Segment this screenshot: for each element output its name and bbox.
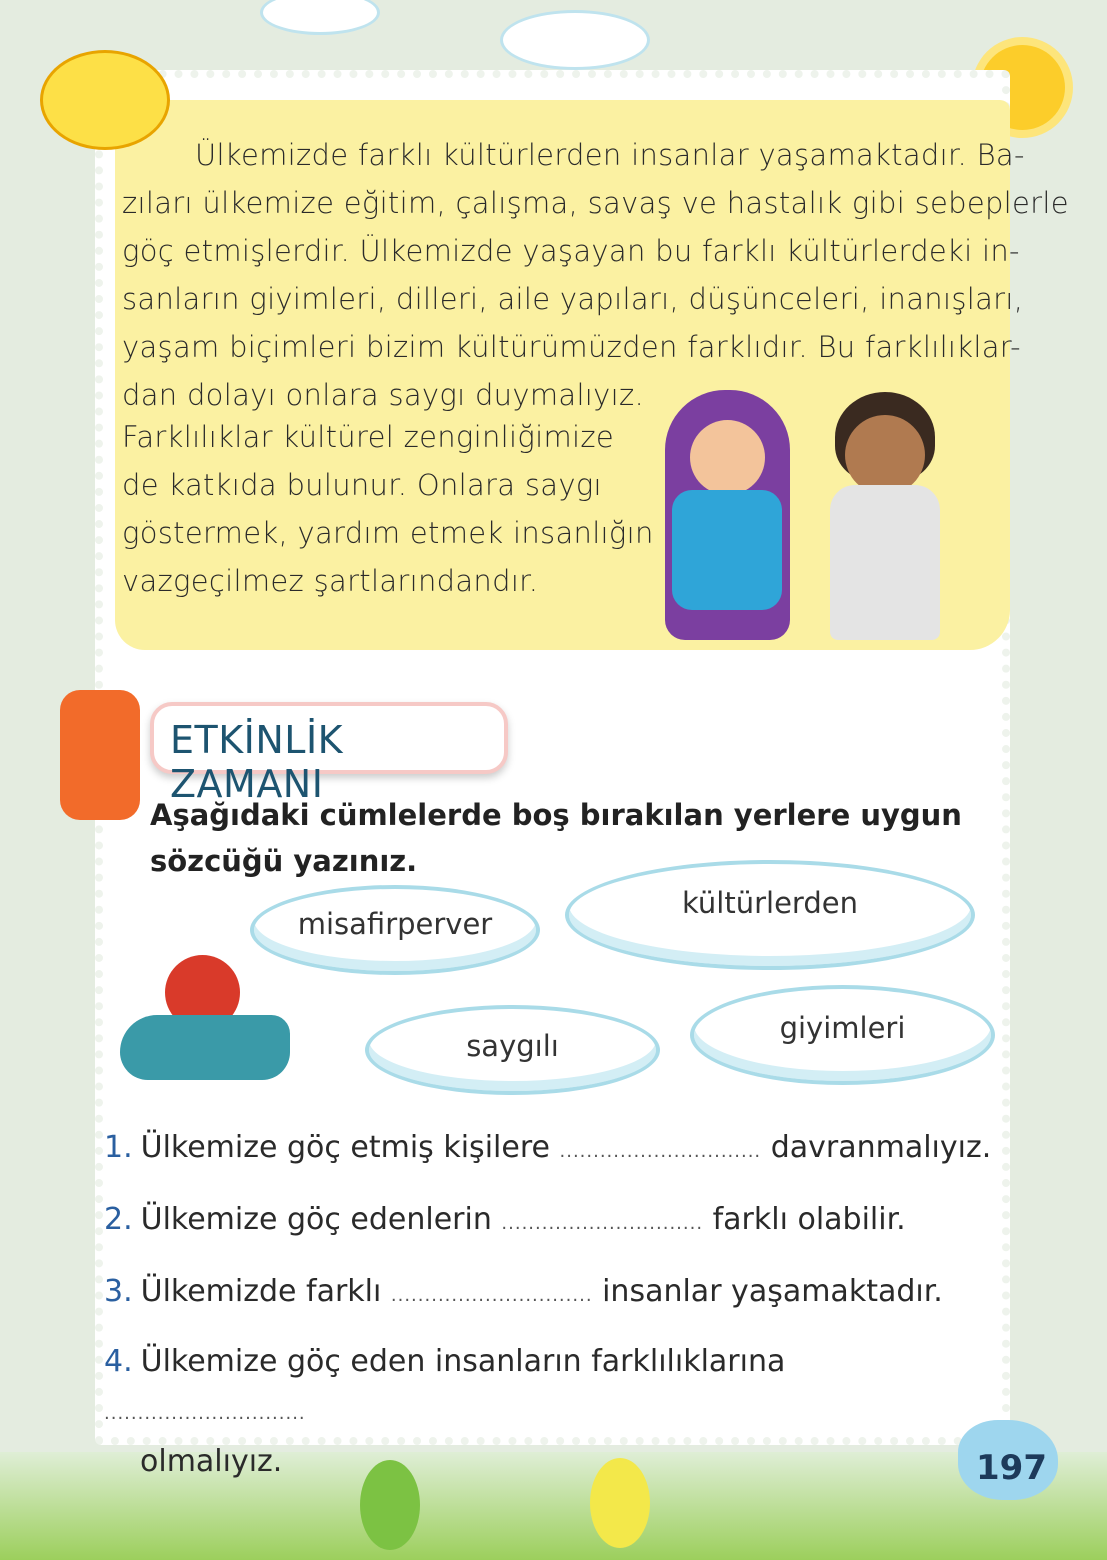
word-misafirperver: misafirperver bbox=[297, 907, 493, 941]
sentence-2 bbox=[104, 1202, 906, 1237]
word-saygili: saygılı bbox=[466, 1029, 559, 1063]
paragraph-line: dan dolayı onlara saygı duymalıyız. bbox=[122, 378, 645, 412]
sentence-number: 4. bbox=[104, 1344, 133, 1379]
sentence-text: Ülkemize göç eden insanların farklılıklarına bbox=[140, 1344, 786, 1379]
paragraph-line: göç etmişlerdir. Ülkemizde yaşayan bu farklı kültürlerdeki in- bbox=[122, 234, 1020, 268]
sentence-text: farklı olabilir. bbox=[712, 1202, 906, 1237]
paragraph-line: Farklılıklar kültürel zenginliğimize bbox=[122, 420, 615, 454]
paragraph-line: yaşam biçimleri bizim kültürümüzden farklıdır. Bu farklılıklar- bbox=[122, 330, 1021, 364]
paragraph-line: vazgeçilmez şartlarındandır. bbox=[122, 564, 539, 598]
word-giyimleri: giyimleri bbox=[779, 1011, 906, 1045]
sentence-number: 1. bbox=[104, 1130, 133, 1165]
blank-field[interactable]: .............................. bbox=[559, 1141, 762, 1162]
page-number-butterfly bbox=[958, 1420, 1058, 1500]
sentence-text: Ülkemizde farklı bbox=[140, 1274, 382, 1309]
paragraph-line: göstermek, yardım etmek insanlığın bbox=[122, 516, 654, 550]
word-cloud bbox=[565, 860, 975, 970]
sentence-text: Ülkemize göç edenlerin bbox=[140, 1202, 492, 1237]
paragraph-line: zıları ülkemize eğitim, çalışma, savaş ve hastalık gibi sebeplerle bbox=[122, 186, 1069, 220]
cloud-decoration bbox=[260, 0, 380, 35]
sentence-text: davranmalıyız. bbox=[770, 1130, 992, 1165]
word-cloud bbox=[365, 1005, 660, 1095]
sentence-text: olmalıyız. bbox=[140, 1444, 283, 1479]
activity-instruction: Aşağıdaki cümlelerde boş bırakılan yerlere uygun sözcüğü yazınız. bbox=[150, 798, 962, 878]
blank-field[interactable]: .............................. bbox=[501, 1213, 704, 1234]
page-number: 197 bbox=[976, 1448, 1047, 1488]
cloud-decoration bbox=[500, 10, 650, 70]
sentence-1 bbox=[104, 1130, 991, 1165]
blank-field[interactable]: .............................. bbox=[390, 1285, 593, 1306]
paragraph-line: de katkıda bulunur. Onlara saygı bbox=[122, 468, 602, 502]
sentence-number: 2. bbox=[104, 1202, 133, 1237]
bee-reading-flower-icon bbox=[40, 50, 170, 150]
sentence-4 bbox=[104, 1338, 964, 1486]
sentence-text: insanlar yaşamaktadır. bbox=[602, 1274, 943, 1309]
bee-pencil-icon bbox=[60, 690, 140, 820]
word-kulturlerden: kültürlerden bbox=[682, 886, 858, 920]
sentence-3 bbox=[104, 1274, 943, 1309]
activity-title: ETKİNLİK ZAMANI bbox=[170, 718, 344, 806]
sentence-number: 3. bbox=[104, 1274, 133, 1309]
sentence-text: Ülkemize göç etmiş kişilere bbox=[140, 1130, 550, 1165]
blank-field[interactable]: .............................. bbox=[104, 1403, 306, 1424]
activity-title-box bbox=[150, 702, 508, 806]
word-cloud bbox=[690, 985, 995, 1085]
paragraph-line: sanların giyimleri, dilleri, aile yapıları, düşünceleri, inanışları, bbox=[122, 282, 1024, 316]
paragraph-line: Ülkemizde farklı kültürlerden insanlar yaşamaktadır. Ba- bbox=[195, 138, 1025, 172]
word-cloud bbox=[250, 885, 540, 975]
